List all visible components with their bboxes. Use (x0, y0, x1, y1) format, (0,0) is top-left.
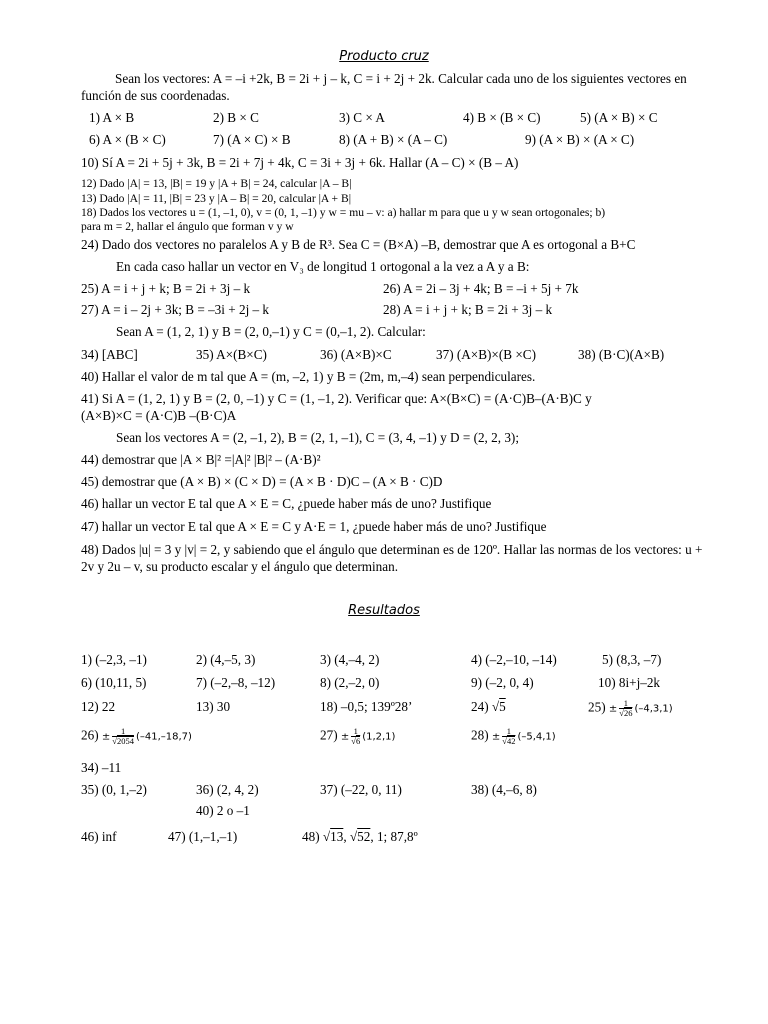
problem-37: 37) (A×B)×(B ×C) (436, 347, 536, 362)
result-6: 6) (10,11, 5) (81, 675, 147, 690)
result-34: 34) –11 (81, 760, 122, 775)
problem-12: 12) Dado |A| = 13, |B| = 19 y |A + B| = 24, calcular |A – B| (81, 177, 352, 190)
sqrt-icon: √ (349, 829, 358, 844)
result-28 (471, 727, 556, 746)
result-25-vector: (–4,3,1) (634, 703, 673, 715)
result-46: 46) inf (81, 829, 117, 844)
result-25-pm: ± (608, 703, 618, 715)
result-25-fraction: $\frac{1}{√26}$ (619, 698, 633, 718)
problem-18-line1: 18) Dados los vectores u = (1, –1, 0), v = (0, 1, –1) y w = mu – v: a) hallar m para que u y w sean ortogonales; b) (81, 206, 606, 219)
result-7: 7) (–2,–8, –12) (196, 675, 276, 690)
result-40: 40) 2 o –1 (196, 803, 250, 818)
intro-paragraph: Sean los vectores: A = –i +2k, B = 2i + j – k, C = i + 2j + 2k. Calcular cada uno de los siguientes vectores en función de sus coordenadas. (81, 71, 687, 103)
intro-4: Sean los vectores A = (2, –1, 2), B = (2, 1, –1), C = (3, 4, –1) y D = (2, 2, 3); (116, 430, 519, 445)
result-10: 10) 8i+j–2k (598, 675, 661, 690)
result-5: 5) (8,3, –7) (602, 652, 662, 667)
intro-2: En cada caso hallar un vector en V₃ de longitud 1 ortogonal a la vez a A y a B: (116, 259, 530, 274)
result-28-pm: ± (491, 731, 501, 743)
problem-25: 25) A = i + j + k; B = 2i + 3j – k (81, 281, 251, 296)
problem-24: 24) Dado dos vectores no paralelos A y B de R³. Sea C = (B×A) –B, demostrar que A es ortogonal a B+C (81, 237, 636, 252)
problem-35: 35) A×(B×C) (196, 347, 267, 362)
result-37: 37) (–22, 0, 11) (320, 782, 402, 797)
result-28-num: 1 (502, 727, 515, 737)
result-26 (81, 727, 192, 746)
problem-26: 26) A = 2i – 3j + 4k; B = –i + 5j + 7k (383, 281, 579, 296)
problem-13: 13) Dado |A| = 11, |B| = 23 y |A – B| = 20, calcular |A + B| (81, 192, 352, 205)
result-28-vector: (–5,4,1) (517, 731, 556, 743)
intro-3: Sean A = (1, 2, 1) y B = (2, 0,–1) y C = (0,–1, 2). Calcular: (116, 324, 426, 339)
problem-4: 4) B × (B × C) (463, 110, 541, 125)
result-26-fraction: $\frac{1}{√2054}$ (112, 726, 134, 746)
problem-7: 7) (A × C) × B (213, 132, 291, 147)
result-1: 1) (–2,3, –1) (81, 652, 147, 667)
result-26-vector: (–41,–18,7) (135, 731, 192, 743)
result-27-fraction: $\frac{1}{√6}$ (351, 726, 361, 746)
result-48-b: 52 (357, 829, 371, 844)
result-3: 3) (4,–4, 2) (320, 652, 380, 667)
result-48-a: 13 (330, 829, 344, 844)
result-4: 4) (–2,–10, –14) (471, 652, 557, 667)
problem-10: 10) Sí A = 2i + 5j + 3k, B = 2i + 7j + 4k, C = 3i + 3j + 6k. Hallar (A – C) × (B – A) (81, 155, 519, 170)
problem-28: 28) A = i + j + k; B = 2i + 3j – k (383, 302, 553, 317)
result-24 (471, 699, 506, 714)
problem-46: 46) hallar un vector E tal que A × E = C, ¿puede haber más de uno? Justifique (81, 496, 492, 511)
result-27-label: 27) (320, 727, 338, 743)
result-38: 38) (4,–6, 8) (471, 782, 537, 797)
result-27-den: 6 (355, 736, 361, 746)
result-36: 36) (2, 4, 2) (196, 782, 259, 797)
problem-41-line1: 41) Si A = (1, 2, 1) y B = (2, 0, –1) y C = (1, –1, 2). Verificar que: A×(B×C) = (A·C)B–(A·B)C y (81, 391, 592, 406)
problem-6: 6) A × (B × C) (89, 132, 166, 147)
problem-5: 5) (A × B) × C (580, 110, 658, 125)
result-27-pm: ± (340, 731, 350, 743)
result-28-den: 42 (506, 736, 516, 746)
problem-36: 36) (A×B)×C (320, 347, 392, 362)
result-24-label: 24) (471, 699, 489, 714)
result-48: 48) √13, √52, 1; 87,8º (302, 829, 418, 844)
problem-9: 9) (A × B) × (A × C) (525, 132, 635, 147)
result-26-den: 2054 (116, 736, 134, 746)
problem-8: 8) (A + B) × (A – C) (339, 132, 448, 147)
problem-38: 38) (B·C)(A×B) (578, 347, 665, 362)
problem-18-line2: para m = 2, hallar el ángulo que forman v y w (81, 220, 294, 233)
result-9: 9) (–2, 0, 4) (471, 675, 534, 690)
result-47: 47) (1,–1,–1) (168, 829, 238, 844)
result-18: 18) –0,5; 139º28’ (320, 699, 413, 714)
problem-1: 1) A × B (89, 110, 135, 125)
problem-3: 3) C × A (339, 110, 385, 125)
result-25 (588, 699, 673, 718)
sqrt-icon: √ (491, 699, 500, 714)
result-28-label: 28) (471, 727, 489, 743)
problem-27: 27) A = i – 2j + 3k; B = –3i + 2j – k (81, 302, 270, 317)
result-28-fraction: $\frac{1}{√42}$ (502, 726, 516, 746)
result-26-label: 26) (81, 727, 99, 743)
result-25-label: 25) (588, 699, 606, 715)
problem-41-line2: (A×B)×C = (A·C)B –(B·C)A (81, 408, 237, 423)
result-13: 13) 30 (196, 699, 231, 714)
result-48-rest: , 1; 87,8º (370, 829, 418, 844)
result-2: 2) (4,–5, 3) (196, 652, 256, 667)
result-24-value: 5 (499, 699, 506, 714)
result-27-vector: (1,2,1) (362, 731, 396, 743)
result-25-num: 1 (619, 699, 632, 709)
problem-2: 2) B × C (213, 110, 259, 125)
result-27 (320, 727, 395, 746)
page-title: Producto cruz (339, 49, 429, 64)
result-8: 8) (2,–2, 0) (320, 675, 380, 690)
problem-40: 40) Hallar el valor de m tal que A = (m, –2, 1) y B = (2m, m,–4) sean perpendiculares. (81, 369, 536, 384)
results-title: Resultados (348, 603, 420, 618)
result-25-den: 26 (623, 708, 633, 718)
result-26-num: 1 (112, 727, 134, 737)
problem-45: 45) demostrar que (A × B) × (C × D) = (A × B · D)C – (A × B · C)D (81, 474, 443, 489)
problem-34: 34) [ABC] (81, 347, 138, 362)
result-26-pm: ± (101, 731, 111, 743)
result-48-label: 48) (302, 829, 320, 844)
problem-48: 48) Dados |u| = 3 y |v| = 2, y sabiendo que el ángulo que determinan es de 120º. Hallar las normas de los vectores: u + 2v y 2u – v, su producto escalar y el ángulo que determinan. (81, 542, 703, 574)
result-12: 12) 22 (81, 699, 116, 714)
problem-47: 47) hallar un vector E tal que A × E = C y A·E = 1, ¿puede haber más de uno? Justifique (81, 519, 547, 534)
problem-44: 44) demostrar que |A × B|² =|A|² |B|² – (A·B)² (81, 452, 321, 467)
result-27-num: 1 (351, 727, 360, 737)
result-35: 35) (0, 1,–2) (81, 782, 147, 797)
sqrt-icon: √ (322, 829, 331, 844)
